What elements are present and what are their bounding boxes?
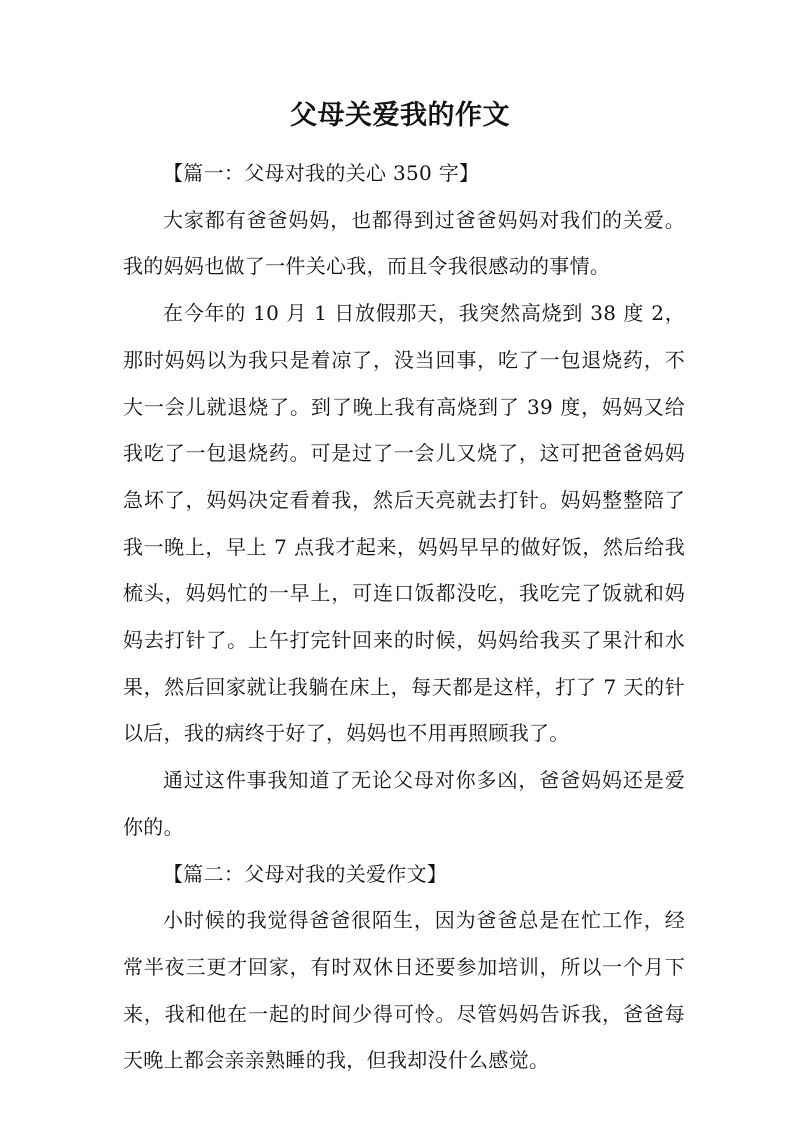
section-1-paragraph-3: 通过这件事我知道了无论父母对你多凶，爸爸妈妈还是爱你的。 — [123, 768, 685, 839]
section-1-paragraph-2: 在今年的 10 月 1 日放假那天，我突然高烧到 38 度 2，那时妈妈以为我只是着凉了，没当回事，吃了一包退烧药，不大一会儿就退烧了。到了晚上我有高烧到了 39 度，妈妈又给我吃了一包退烧药。可是过了一会儿又烧了，这可把爸爸妈妈急坏了，妈妈决定看着我，然后天亮就去打针。妈妈整整陪了我一晚上，早上 7 点我才起来，妈妈早早的做好饭，然后给我梳头，妈妈忙的一早上，可连口饭都没吃，我吃完了饭就和妈妈去打针了。上午打完针回来的时候，妈妈给我买了果汁和水果，然后回家就让我躺在床上，每天都是这样，打了 7 天的针以后，我的病终于好了，妈妈也不用再照顾我了。 — [123, 301, 685, 746]
document-body — [123, 150, 685, 1084]
section-1-paragraph-1: 大家都有爸爸妈妈，也都得到过爸爸妈妈对我们的关爱。我的妈妈也做了一件关心我，而且令我很感动的事情。 — [123, 207, 685, 279]
section-2-heading: 【篇二：父母对我的关爱作文】 — [163, 861, 448, 886]
document-title: 父母关爱我的作文 — [290, 100, 510, 131]
section-2-paragraph-1: 小时候的我觉得爸爸很陌生，因为爸爸总是在忙工作，经常半夜三更才回家，有时双休日还要参加培训，所以一个月下来，我和他在一起的时间少得可怜。尽管妈妈告诉我，爸爸每天晚上都会亲亲熟睡的我，但我却没什么感觉。 — [123, 908, 685, 1073]
section-1-heading: 【篇一：父母对我的关心 350 字】 — [163, 161, 480, 185]
